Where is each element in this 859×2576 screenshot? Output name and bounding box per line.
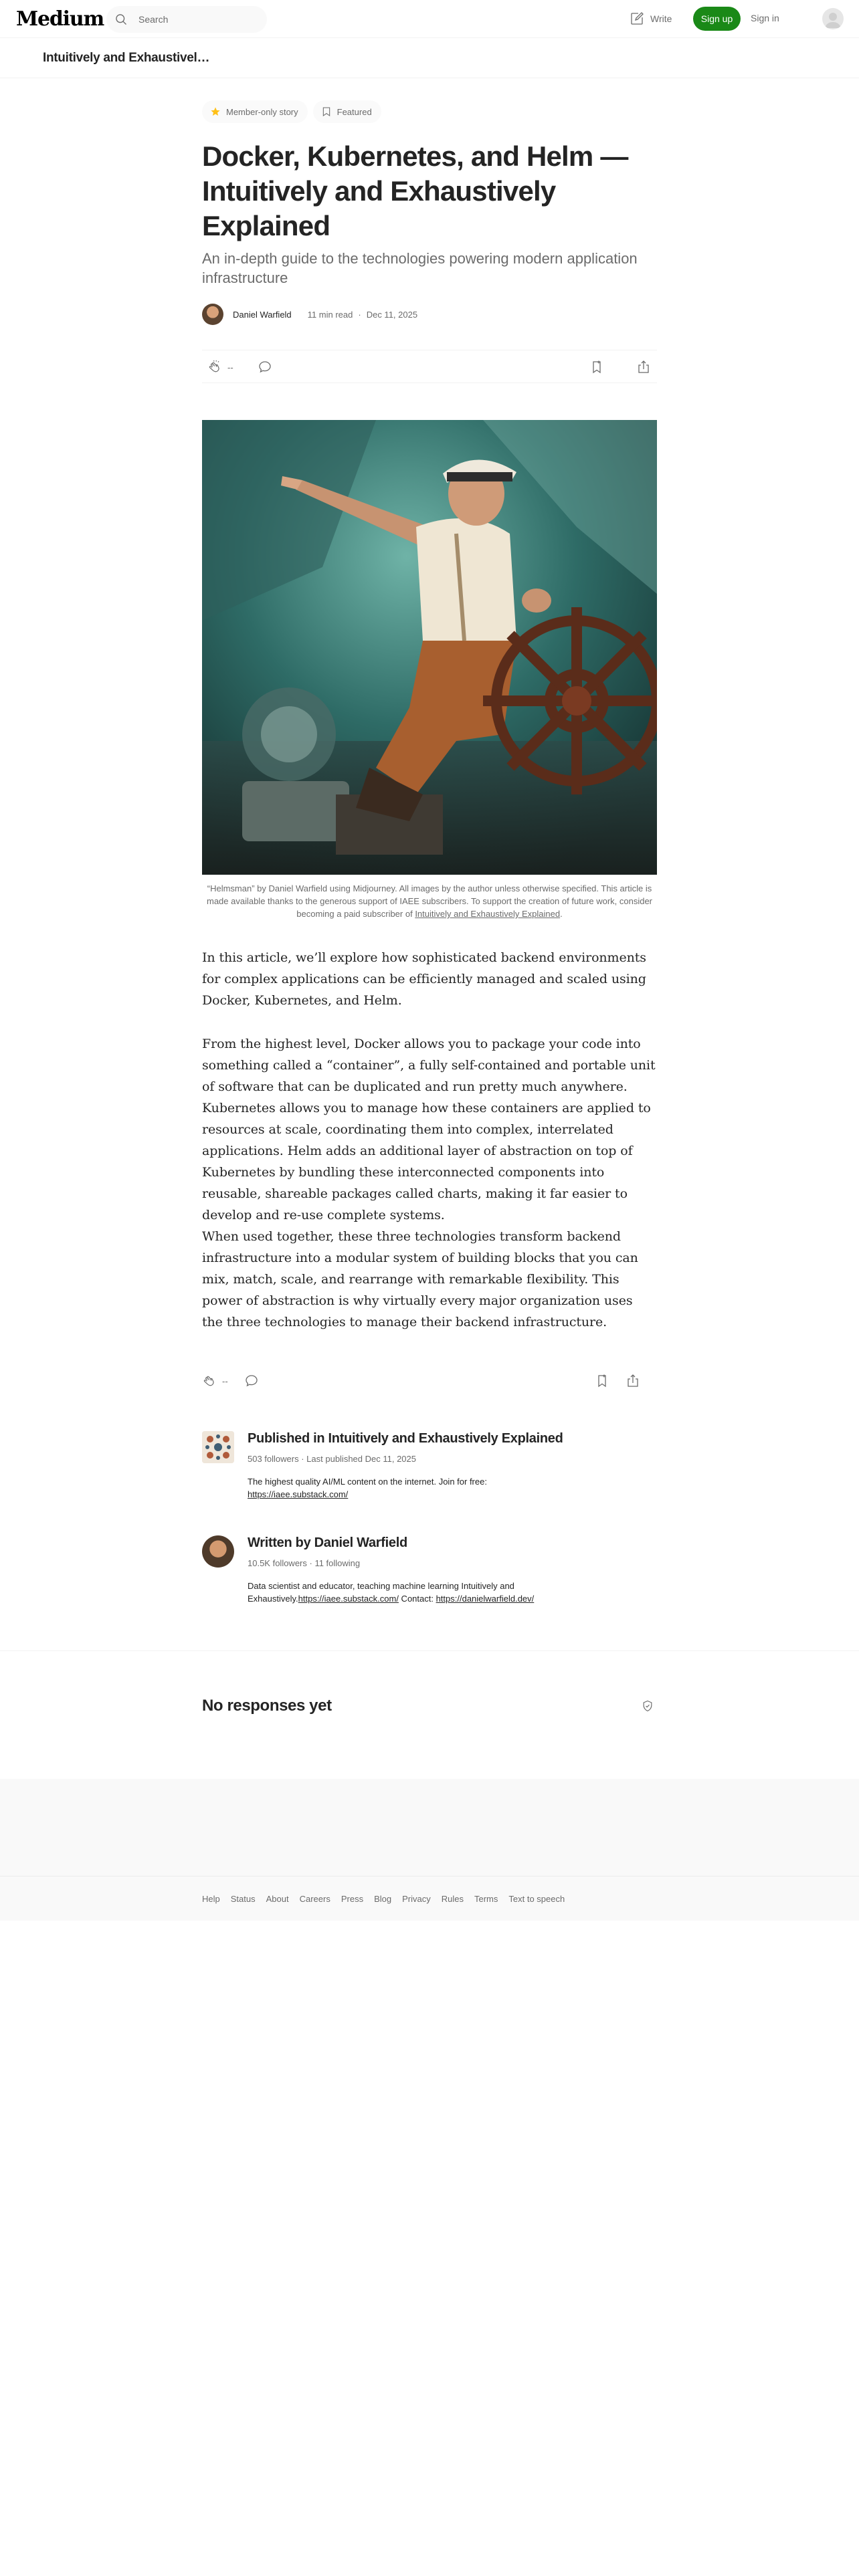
publication-logo[interactable] — [202, 1431, 234, 1463]
footer-link-privacy[interactable]: Privacy — [402, 1894, 431, 1904]
publication-followers[interactable]: 503 followers — [248, 1454, 299, 1464]
featured-icon — [321, 106, 332, 117]
publication-description — [248, 1475, 582, 1501]
separator-dot: · — [298, 1454, 307, 1464]
share-button-bottom[interactable] — [625, 1373, 641, 1389]
footer-link-status[interactable]: Status — [230, 1894, 256, 1904]
footer-link-tts[interactable]: Text to speech — [508, 1894, 565, 1904]
comment-icon — [257, 359, 273, 375]
publication-bar — [0, 38, 859, 78]
publication-description-text: The highest quality AI/ML content on the internet. Join for free: — [248, 1477, 487, 1487]
helmsman-illustration — [202, 420, 657, 875]
write-button[interactable] — [629, 11, 672, 27]
footer-link-about[interactable]: About — [266, 1894, 289, 1904]
medium-logo[interactable]: Medium — [16, 7, 104, 31]
story-badges — [202, 100, 657, 123]
star-icon — [210, 106, 221, 117]
member-only-label: Member-only story — [226, 106, 298, 117]
user-icon — [822, 8, 844, 29]
clap-count: -- — [227, 362, 233, 372]
publication-info — [202, 1431, 657, 1505]
responses-guidelines-button[interactable] — [641, 1699, 654, 1716]
article-actions-top — [202, 350, 657, 383]
share-icon — [625, 1373, 641, 1389]
search-placeholder[interactable]: Search — [138, 14, 169, 25]
clap-button-bottom[interactable] — [202, 1373, 228, 1389]
search-box[interactable] — [106, 6, 267, 33]
footer-link-terms[interactable]: Terms — [474, 1894, 498, 1904]
article-actions-bottom — [202, 1364, 657, 1398]
sign-up-button[interactable]: Sign up — [693, 7, 741, 31]
author-heading[interactable]: Written by Daniel Warfield — [248, 1535, 407, 1550]
caption-link[interactable]: Intuitively and Exhaustively Explained — [415, 909, 561, 919]
featured-label: Featured — [337, 106, 372, 117]
user-avatar[interactable] — [822, 8, 844, 29]
sign-in-link[interactable]: Sign in — [751, 13, 779, 23]
search-icon — [114, 13, 128, 26]
footer-link-help[interactable]: Help — [202, 1894, 220, 1904]
publication-name[interactable]: Intuitively and Exhaustivel… — [43, 51, 210, 65]
last-published: Last published Dec 11, 2025 — [306, 1454, 416, 1464]
bookmark-button-bottom[interactable] — [594, 1373, 610, 1389]
author-avatar[interactable] — [202, 304, 223, 325]
author-description — [248, 1580, 582, 1605]
author-following[interactable]: 11 following — [314, 1558, 361, 1568]
publication-meta — [248, 1454, 416, 1464]
bookmark-add-icon — [589, 359, 605, 375]
bookmark-button[interactable] — [589, 359, 605, 375]
responses-heading: No responses yet — [202, 1697, 332, 1715]
caption-end: . — [560, 909, 563, 919]
author-link-substack[interactable]: https://iaee.substack.com/ — [298, 1594, 399, 1604]
hero-image[interactable] — [202, 420, 657, 875]
clap-icon — [207, 359, 223, 375]
footer-link-rules[interactable]: Rules — [441, 1894, 464, 1904]
footer-link-blog[interactable]: Blog — [374, 1894, 392, 1904]
featured-badge — [313, 100, 381, 123]
publication-heading[interactable]: Published in Intuitively and Exhaustively Explained — [248, 1431, 563, 1446]
article-paragraph: From the highest level, Docker allows you to package your code into something called a “container”, a fully self-contained and portable unit of software that can be duplicated and run pretty much anywhere. Kubernetes allows you to manage how these containers are applied to resources at scale, coordinating them into complex, interrelated applications. Helm adds an additional layer of abstraction on top of Kubernetes by bundling these interconnected components into reusable, shareable packages called charts, making it far easier to develop and re-use complete systems. — [202, 1037, 656, 1222]
section-divider — [0, 1650, 859, 1651]
footer — [0, 1876, 859, 1920]
footer-link-press[interactable]: Press — [341, 1894, 364, 1904]
read-time: 11 min read — [307, 309, 353, 320]
comment-icon — [244, 1373, 260, 1389]
byline — [202, 302, 657, 326]
bookmark-add-icon — [594, 1373, 610, 1389]
author-meta — [248, 1558, 360, 1568]
article-paragraph: In this article, we’ll explore how sophisticated backend environments for complex applications can be efficiently managed and scaled using Docker, Kubernetes, and Helm. — [202, 950, 646, 1008]
separator-dot: · — [306, 1558, 315, 1568]
author-link-website[interactable]: https://danielwarfield.dev/ — [436, 1594, 535, 1604]
author-name[interactable]: Daniel Warfield — [233, 309, 292, 320]
top-navbar — [0, 0, 859, 38]
publish-date: Dec 11, 2025 — [366, 309, 418, 320]
clap-button[interactable] — [207, 359, 233, 375]
footer-link-careers[interactable]: Careers — [299, 1894, 330, 1904]
article-title: Docker, Kubernetes, and Helm — Intuitively and Exhaustively Explained — [202, 140, 628, 241]
publication-link[interactable]: https://iaee.substack.com/ — [248, 1489, 349, 1499]
author-info — [202, 1535, 657, 1609]
write-icon — [629, 11, 645, 27]
comment-button-bottom[interactable] — [244, 1373, 260, 1389]
member-only-badge — [202, 100, 308, 123]
contact-label: Contact: — [398, 1594, 436, 1604]
publication-logo-icon — [202, 1431, 234, 1463]
share-button[interactable] — [636, 359, 652, 375]
clap-count-bottom: -- — [222, 1376, 228, 1386]
author-followers[interactable]: 10.5K followers — [248, 1558, 307, 1568]
article-paragraph: When used together, these three technologies transform backend infrastructure into a modular system of building blocks that you can mix, match, scale, and rearrange with remarkable flexibility. This power of abstraction is why virtually every major organization uses the three technologies to manage their backend infrastructure. — [202, 1229, 638, 1329]
author-avatar-large[interactable] — [202, 1535, 234, 1568]
caption-text: “Helmsman” by Daniel Warfield using Midjourney. All images by the author unless otherwise specified. This article is made available thanks to the generous support of IAEE subscribers. To support the creation of future work, consider becoming a paid subscriber of — [206, 883, 653, 919]
footer-links — [202, 1894, 565, 1904]
clap-icon — [202, 1373, 218, 1389]
author-description-text: Data scientist and educator, teaching machine learning Intuitively and Exhaustively. — [248, 1581, 514, 1604]
image-caption — [202, 882, 657, 920]
shield-icon — [641, 1699, 654, 1713]
write-label: Write — [650, 13, 672, 24]
share-icon — [636, 359, 652, 375]
comment-button[interactable] — [257, 359, 273, 375]
separator-dot: · — [358, 309, 361, 320]
article-subtitle: An in-depth guide to the technologies powering modern application infrastructure — [202, 250, 638, 286]
